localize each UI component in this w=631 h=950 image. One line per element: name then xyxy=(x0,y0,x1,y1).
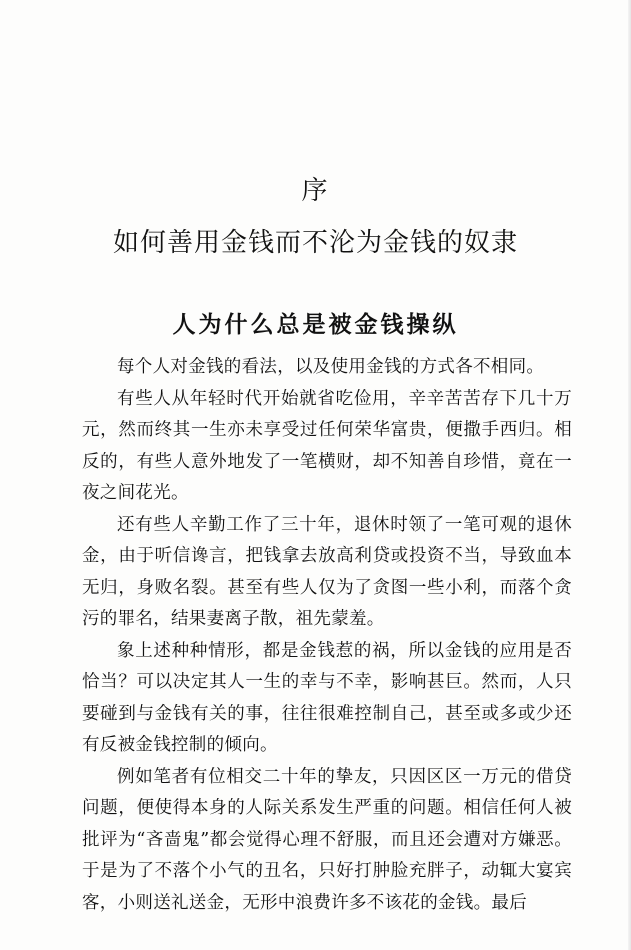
paragraph: 有些人从年轻时代开始就省吃俭用，辛辛苦苦存下几十万元，然而终其一生亦未享受过任何荣华富贵，便撒手西归。相反的，有些人意外地发了一笔横财，却不知善自珍惜，竟在一夜之间花光。 xyxy=(82,388,572,503)
paragraph: 每个人对金钱的看法，以及使用金钱的方式各不相同。 xyxy=(117,357,545,377)
paragraph: 象上述种种情形，都是金钱惹的祸，所以金钱的应用是否恰当？可以决定其人一生的幸与不幸，影响甚巨。然而，人只要碰到与金钱有关的事，往往很难控制自己，甚至或多或少还有反被金钱控制的倾向。 xyxy=(82,640,572,755)
chapter-subtitle: 如何善用金钱而不沦为金钱的奴隶 xyxy=(112,228,518,258)
body-text xyxy=(82,352,572,919)
section-heading: 人为什么总是被金钱操纵 xyxy=(172,312,459,338)
chapter-title: 序 xyxy=(301,176,330,206)
paragraph: 还有些人辛勤工作了三十年，退休时领了一笔可观的退休金，由于听信谗言，把钱拿去放高利贷或投资不当，导致血本无归，身败名裂。甚至有些人仅为了贪图一些小利，而落个贪污的罪名，结果妻离子散，祖先蒙羞。 xyxy=(82,514,572,629)
paragraph: 例如笔者有位相交二十年的挚友，只因区区一万元的借贷问题，便使得本身的人际关系发生严重的问题。相信任何人被批评为“吝啬鬼”都会觉得心理不舒服，而且还会遭对方嫌恶。于是为了不落个小气的丑名，只好打肿脸充胖子，动辄大宴宾客，小则送礼送金，无形中浪费许多不该花的金钱。最后 xyxy=(82,766,572,913)
